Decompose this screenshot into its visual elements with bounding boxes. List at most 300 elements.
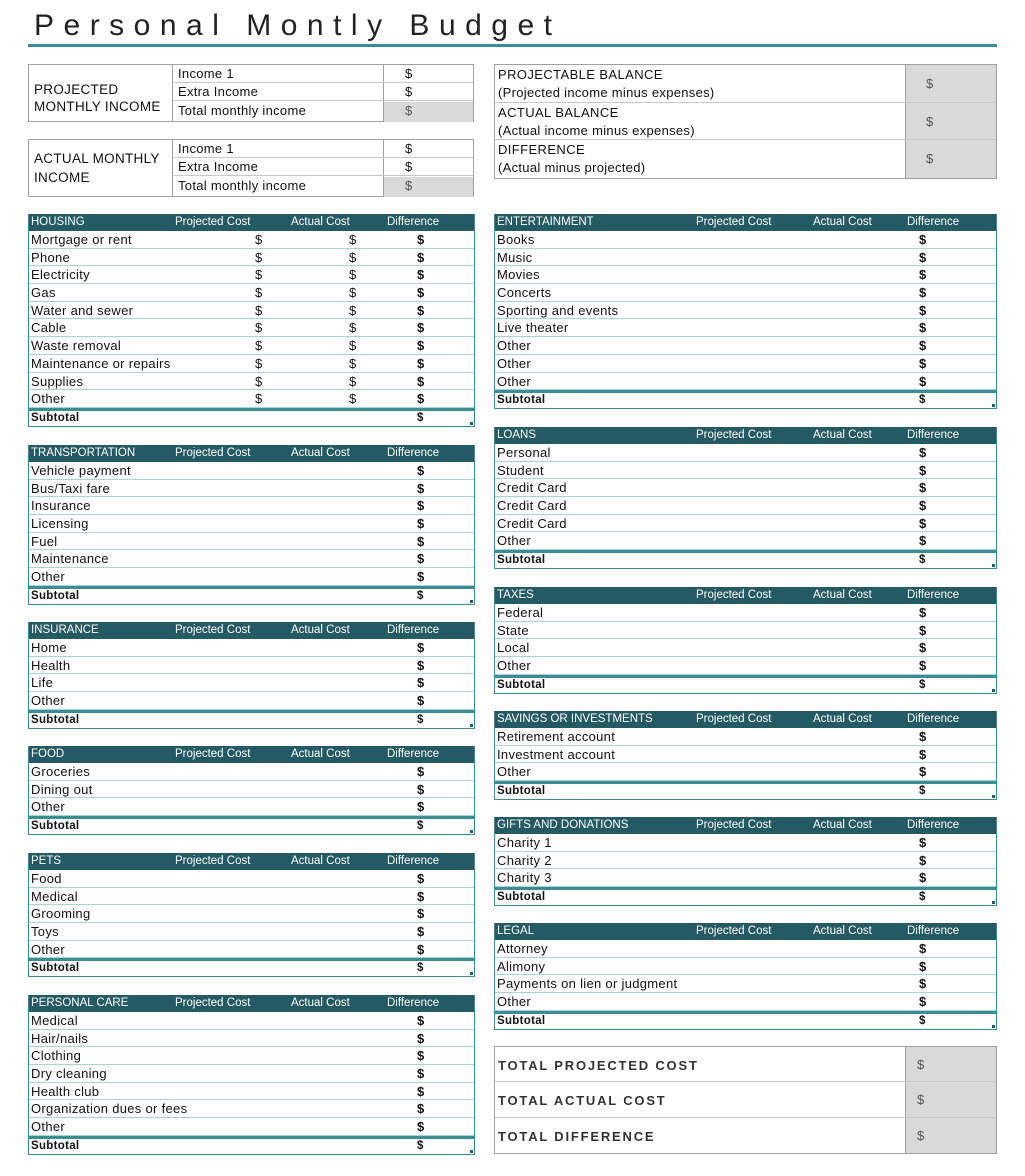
income-row[interactable] — [173, 83, 473, 101]
table-row[interactable] — [29, 480, 474, 498]
row-label: Retirement account — [497, 729, 616, 744]
table-row[interactable] — [29, 515, 474, 533]
category-title: SAVINGS OR INVESTMENTS — [497, 713, 653, 725]
difference-cell: $ — [417, 232, 425, 247]
row-label: Other — [497, 764, 532, 780]
subtotal-label: Subtotal — [31, 713, 80, 726]
row-label: Cable — [31, 320, 67, 336]
row-label: Maintenance — [31, 551, 109, 567]
table-row[interactable] — [495, 515, 996, 533]
subtotal-value: $ — [417, 820, 424, 833]
legal-table — [494, 923, 997, 1030]
table-row[interactable] — [29, 550, 474, 568]
row-label: Other — [31, 391, 66, 407]
column-header-actual: Actual Cost — [291, 447, 350, 459]
income-row-label: Income 1 — [178, 66, 234, 81]
column-header-difference: Difference — [907, 589, 960, 601]
income-row-label: Total monthly income — [178, 103, 307, 118]
income-row[interactable] — [173, 65, 473, 83]
balance-summary — [494, 64, 997, 179]
difference-cell: $ — [919, 870, 927, 886]
projected-cost-cell[interactable]: $ — [255, 267, 263, 283]
column-header-difference: Difference — [387, 624, 440, 636]
difference-cell: $ — [919, 533, 927, 549]
table-row[interactable] — [495, 532, 996, 550]
subtotal-label: Subtotal — [497, 678, 546, 691]
projectable-balance-row — [495, 65, 996, 103]
table-row[interactable] — [29, 497, 474, 515]
resize-handle-icon — [470, 600, 473, 603]
difference-cell: $ — [919, 498, 927, 514]
table-row[interactable] — [495, 622, 996, 640]
difference-cell: $ — [919, 605, 927, 620]
projected-cost-cell[interactable]: $ — [255, 232, 263, 247]
table-row[interactable] — [29, 657, 474, 675]
difference-cell: $ — [919, 976, 927, 992]
table-row[interactable] — [29, 373, 474, 391]
table-row[interactable] — [495, 231, 996, 249]
difference-cell: $ — [919, 445, 927, 460]
subtotal-value: $ — [417, 1139, 424, 1152]
table-row[interactable] — [29, 337, 474, 355]
table-row[interactable] — [29, 302, 474, 320]
subtotal-label: Subtotal — [497, 891, 546, 904]
difference-cell: $ — [417, 1030, 425, 1046]
difference-cell: $ — [417, 764, 425, 779]
subtotal-value: $ — [417, 589, 424, 602]
table-row[interactable] — [29, 639, 474, 657]
actual-cost-cell[interactable]: $ — [349, 302, 357, 318]
balance-value: $ — [926, 76, 934, 91]
column-header-projected: Projected Cost — [696, 216, 772, 228]
table-header — [495, 427, 996, 444]
projected-income-label-line2: MONTHLY INCOME — [34, 99, 161, 114]
column-header-actual: Actual Cost — [813, 925, 872, 937]
table-header — [495, 711, 996, 728]
totals-summary — [494, 1046, 997, 1154]
income-row-value[interactable]: $ — [405, 141, 413, 156]
row-label: Insurance — [31, 498, 91, 514]
column-header-actual: Actual Cost — [813, 589, 872, 601]
savings-table — [494, 711, 997, 800]
table-row[interactable] — [495, 728, 996, 746]
income-total-value: $ — [405, 178, 413, 193]
table-header — [29, 853, 474, 870]
table-row[interactable] — [29, 462, 474, 480]
row-label: Alimony — [497, 958, 546, 974]
difference-cell: $ — [919, 249, 927, 265]
table-row[interactable] — [495, 604, 996, 622]
total-label: TOTAL PROJECTED COST — [498, 1058, 699, 1073]
actual-cost-cell[interactable]: $ — [349, 338, 357, 354]
subtotal-label: Subtotal — [31, 411, 80, 424]
actual-income-box — [28, 139, 474, 197]
table-row[interactable] — [495, 355, 996, 373]
actual-income-label — [34, 149, 160, 187]
table-header — [495, 587, 996, 604]
difference-cell: $ — [417, 1083, 425, 1099]
subtotal-value: $ — [417, 962, 424, 975]
table-row[interactable] — [29, 266, 474, 284]
difference-cell: $ — [417, 302, 425, 318]
row-label: Health club — [31, 1083, 100, 1099]
row-label: Personal — [497, 445, 551, 460]
subtotal-value: $ — [919, 1014, 926, 1027]
table-row[interactable] — [29, 941, 474, 959]
insurance-table — [28, 622, 475, 729]
subtotal-label: Subtotal — [497, 1014, 546, 1027]
income-row-value[interactable]: $ — [405, 84, 413, 99]
balance-description: (Actual income minus expenses) — [498, 122, 695, 138]
actual-cost-cell[interactable]: $ — [349, 355, 357, 371]
difference-cell: $ — [919, 267, 927, 283]
column-header-difference: Difference — [387, 748, 440, 760]
table-row[interactable] — [29, 568, 474, 586]
category-title: FOOD — [31, 748, 65, 760]
table-row[interactable] — [29, 533, 474, 551]
row-label: Supplies — [31, 373, 84, 389]
table-row[interactable] — [29, 1118, 474, 1136]
actual-cost-cell[interactable]: $ — [349, 267, 357, 283]
table-row[interactable] — [29, 798, 474, 816]
row-label: Concerts — [497, 285, 552, 301]
table-row[interactable] — [29, 1100, 474, 1118]
row-label: Groceries — [31, 764, 91, 779]
difference-cell: $ — [919, 764, 927, 780]
row-label: Maintenance or repairs — [31, 355, 171, 371]
total-value: $ — [917, 1092, 925, 1108]
income-row-label: Income 1 — [178, 141, 234, 156]
row-label: Federal — [497, 605, 544, 620]
row-label: Other — [497, 994, 532, 1010]
subtotal-row — [495, 675, 996, 693]
table-row[interactable] — [29, 231, 474, 249]
subtotal-row — [29, 710, 474, 728]
column-header-projected: Projected Cost — [696, 925, 772, 937]
subtotal-value: $ — [919, 554, 926, 567]
row-label: Credit Card — [497, 498, 567, 514]
row-label: Food — [31, 871, 62, 886]
actual-cost-cell[interactable]: $ — [349, 249, 357, 265]
difference-cell: $ — [417, 675, 425, 691]
income-row-label: Extra Income — [178, 84, 259, 99]
column-header-projected: Projected Cost — [175, 748, 251, 760]
category-title: LOANS — [497, 429, 536, 441]
projected-cost-cell[interactable]: $ — [255, 373, 263, 389]
difference-cell: $ — [417, 533, 425, 549]
row-label: Bus/Taxi fare — [31, 480, 111, 496]
difference-cell: $ — [919, 285, 927, 301]
subtotal-row — [29, 1136, 474, 1154]
row-label: Books — [497, 232, 535, 247]
table-row[interactable] — [29, 249, 474, 267]
subtotal-row — [29, 816, 474, 834]
table-row[interactable] — [29, 905, 474, 923]
difference-cell: $ — [417, 391, 425, 407]
category-title: LEGAL — [497, 925, 535, 937]
difference-cell: $ — [417, 498, 425, 514]
resize-handle-icon — [992, 404, 995, 407]
row-label: Toys — [31, 924, 59, 940]
difference-cell: $ — [417, 693, 425, 709]
actual-cost-cell[interactable]: $ — [349, 285, 357, 301]
row-label: Charity 1 — [497, 835, 552, 850]
row-label: Electricity — [31, 267, 90, 283]
actual-income-label-line1: ACTUAL MONTHLY — [34, 151, 160, 166]
difference-cell: $ — [919, 338, 927, 354]
table-row[interactable] — [495, 249, 996, 267]
row-label: Other — [497, 373, 532, 389]
actual-cost-cell[interactable]: $ — [349, 232, 357, 247]
row-label: Other — [31, 941, 66, 957]
table-row[interactable] — [29, 1047, 474, 1065]
category-title: TRANSPORTATION — [31, 447, 136, 459]
table-row[interactable] — [29, 284, 474, 302]
table-row[interactable] — [495, 497, 996, 515]
difference-cell: $ — [417, 941, 425, 957]
row-label: Fuel — [31, 533, 58, 549]
table-row[interactable] — [495, 975, 996, 993]
table-row[interactable] — [29, 923, 474, 941]
row-label: Clothing — [31, 1048, 82, 1064]
resize-handle-icon — [992, 901, 995, 904]
page-title: Personal Montly Budget — [34, 9, 562, 42]
total-difference-row — [495, 1118, 996, 1153]
projected-cost-cell[interactable]: $ — [255, 285, 263, 301]
resize-handle-icon — [470, 724, 473, 727]
table-row[interactable] — [29, 1012, 474, 1030]
row-label: Dry cleaning — [31, 1066, 107, 1082]
subtotal-row — [29, 958, 474, 976]
difference-cell: $ — [417, 320, 425, 336]
table-header — [495, 214, 996, 231]
resize-handle-icon — [470, 830, 473, 833]
difference-cell: $ — [417, 781, 425, 797]
table-row[interactable] — [29, 1083, 474, 1101]
projected-cost-cell[interactable]: $ — [255, 355, 263, 371]
category-title: ENTERTAINMENT — [497, 216, 594, 228]
difference-row — [495, 140, 996, 178]
row-label: Health — [31, 657, 71, 673]
table-row[interactable] — [29, 781, 474, 799]
subtotal-value: $ — [417, 411, 424, 424]
column-header-difference: Difference — [387, 855, 440, 867]
difference-cell: $ — [919, 852, 927, 868]
difference-cell: $ — [919, 958, 927, 974]
row-label: Vehicle payment — [31, 463, 131, 478]
column-header-actual: Actual Cost — [291, 216, 350, 228]
balance-label: PROJECTABLE BALANCE — [498, 67, 663, 82]
column-header-difference: Difference — [387, 447, 440, 459]
total-projected-row — [495, 1047, 996, 1082]
balance-value: $ — [926, 113, 934, 129]
difference-cell: $ — [417, 1048, 425, 1064]
column-header-actual: Actual Cost — [813, 429, 872, 441]
total-label: TOTAL DIFFERENCE — [498, 1128, 656, 1144]
resize-handle-icon — [470, 1150, 473, 1153]
table-row[interactable] — [495, 444, 996, 462]
difference-cell: $ — [417, 799, 425, 815]
difference-cell: $ — [417, 249, 425, 265]
row-label: Credit Card — [497, 515, 567, 531]
row-label: Sporting and events — [497, 302, 619, 318]
difference-cell: $ — [919, 658, 927, 674]
subtotal-label: Subtotal — [31, 1139, 80, 1152]
taxes-table — [494, 587, 997, 694]
income-row-label: Total monthly income — [178, 178, 307, 193]
income-row-value[interactable]: $ — [405, 159, 413, 174]
table-row[interactable] — [495, 337, 996, 355]
table-row[interactable] — [29, 763, 474, 781]
table-row[interactable] — [495, 373, 996, 391]
difference-cell: $ — [417, 871, 425, 886]
table-row[interactable] — [495, 958, 996, 976]
row-label: Other — [497, 533, 532, 549]
table-row[interactable] — [495, 834, 996, 852]
row-label: Grooming — [31, 906, 91, 922]
table-row[interactable] — [495, 462, 996, 480]
category-title: PERSONAL CARE — [31, 997, 129, 1009]
projected-income-box — [28, 64, 474, 122]
subtotal-label: Subtotal — [31, 820, 80, 833]
row-label: Charity 3 — [497, 870, 552, 886]
table-row[interactable] — [495, 763, 996, 781]
table-row[interactable] — [495, 479, 996, 497]
difference-cell: $ — [417, 1101, 425, 1117]
table-row[interactable] — [29, 674, 474, 692]
subtotal-value: $ — [919, 891, 926, 904]
title-divider — [28, 44, 997, 47]
income-row-value[interactable]: $ — [405, 66, 413, 81]
table-row[interactable] — [495, 940, 996, 958]
projected-cost-cell[interactable]: $ — [255, 338, 263, 354]
actual-balance-row — [495, 103, 996, 141]
subtotal-label: Subtotal — [497, 785, 546, 798]
table-row[interactable] — [495, 319, 996, 337]
table-row[interactable] — [29, 355, 474, 373]
food-table — [28, 746, 475, 835]
housing-table — [28, 214, 475, 427]
projected-income-label — [34, 81, 161, 115]
income-row[interactable] — [173, 158, 473, 176]
column-header-actual: Actual Cost — [813, 819, 872, 831]
projected-cost-cell[interactable]: $ — [255, 391, 263, 407]
table-row[interactable] — [29, 692, 474, 710]
row-label: Music — [497, 249, 533, 265]
resize-handle-icon — [992, 795, 995, 798]
subtotal-label: Subtotal — [497, 394, 546, 407]
category-title: INSURANCE — [31, 624, 99, 636]
table-header — [495, 923, 996, 940]
row-label: Organization dues or fees — [31, 1101, 188, 1117]
difference-cell: $ — [417, 1066, 425, 1082]
table-row[interactable] — [29, 390, 474, 408]
row-label: Mortgage or rent — [31, 232, 132, 247]
difference-cell: $ — [417, 480, 425, 496]
subtotal-row — [495, 781, 996, 799]
row-label: Medical — [31, 888, 78, 904]
difference-cell: $ — [919, 994, 927, 1010]
difference-cell: $ — [919, 320, 927, 336]
difference-cell: $ — [919, 373, 927, 389]
column-header-actual: Actual Cost — [291, 624, 350, 636]
row-label: Other — [31, 569, 66, 585]
category-title: PETS — [31, 855, 62, 867]
category-title: HOUSING — [31, 216, 85, 228]
table-row[interactable] — [29, 888, 474, 906]
table-row[interactable] — [29, 1030, 474, 1048]
resize-handle-icon — [470, 972, 473, 975]
row-label: Other — [497, 658, 532, 674]
table-row[interactable] — [495, 746, 996, 764]
subtotal-row — [495, 390, 996, 408]
row-label: Licensing — [31, 516, 89, 532]
projected-cost-cell[interactable]: $ — [255, 302, 263, 318]
transportation-table — [28, 445, 475, 605]
table-row[interactable] — [495, 852, 996, 870]
category-title: TAXES — [497, 589, 534, 601]
table-row[interactable] — [495, 302, 996, 320]
subtotal-label: Subtotal — [497, 554, 546, 567]
column-header-projected: Projected Cost — [696, 429, 772, 441]
subtotal-label: Subtotal — [31, 962, 80, 975]
row-label: Medical — [31, 1013, 78, 1028]
row-label: Life — [31, 675, 54, 691]
difference-cell: $ — [417, 267, 425, 283]
loans-table — [494, 427, 997, 569]
subtotal-value: $ — [919, 678, 926, 691]
table-row[interactable] — [495, 993, 996, 1011]
income-row[interactable] — [173, 140, 473, 158]
column-header-difference: Difference — [907, 216, 960, 228]
row-label: Phone — [31, 249, 71, 265]
total-label: TOTAL ACTUAL COST — [498, 1093, 667, 1109]
column-header-actual: Actual Cost — [291, 997, 350, 1009]
table-row[interactable] — [495, 657, 996, 675]
column-header-projected: Projected Cost — [696, 819, 772, 831]
row-label: State — [497, 622, 529, 638]
table-row[interactable] — [29, 1065, 474, 1083]
difference-cell: $ — [919, 835, 927, 850]
table-row[interactable] — [29, 319, 474, 337]
projected-cost-cell[interactable]: $ — [255, 320, 263, 336]
table-row[interactable] — [495, 284, 996, 302]
pets-table — [28, 853, 475, 977]
difference-cell: $ — [417, 285, 425, 301]
column-header-projected: Projected Cost — [175, 855, 251, 867]
table-header — [29, 995, 474, 1012]
difference-cell: $ — [919, 640, 927, 656]
column-header-projected: Projected Cost — [696, 713, 772, 725]
difference-cell: $ — [919, 480, 927, 496]
column-header-projected: Projected Cost — [175, 997, 251, 1009]
table-header — [29, 214, 474, 231]
actual-cost-cell[interactable]: $ — [349, 391, 357, 407]
difference-cell: $ — [417, 463, 425, 478]
row-label: Other — [31, 1119, 66, 1135]
column-header-projected: Projected Cost — [175, 624, 251, 636]
table-row[interactable] — [29, 870, 474, 888]
difference-cell: $ — [417, 906, 425, 922]
table-row[interactable] — [495, 639, 996, 657]
total-actual-row — [495, 1082, 996, 1117]
actual-cost-cell[interactable]: $ — [349, 373, 357, 389]
projected-cost-cell[interactable]: $ — [255, 249, 263, 265]
actual-cost-cell[interactable]: $ — [349, 320, 357, 336]
table-row[interactable] — [495, 869, 996, 887]
balance-label: ACTUAL BALANCE — [498, 104, 619, 120]
table-row[interactable] — [495, 266, 996, 284]
